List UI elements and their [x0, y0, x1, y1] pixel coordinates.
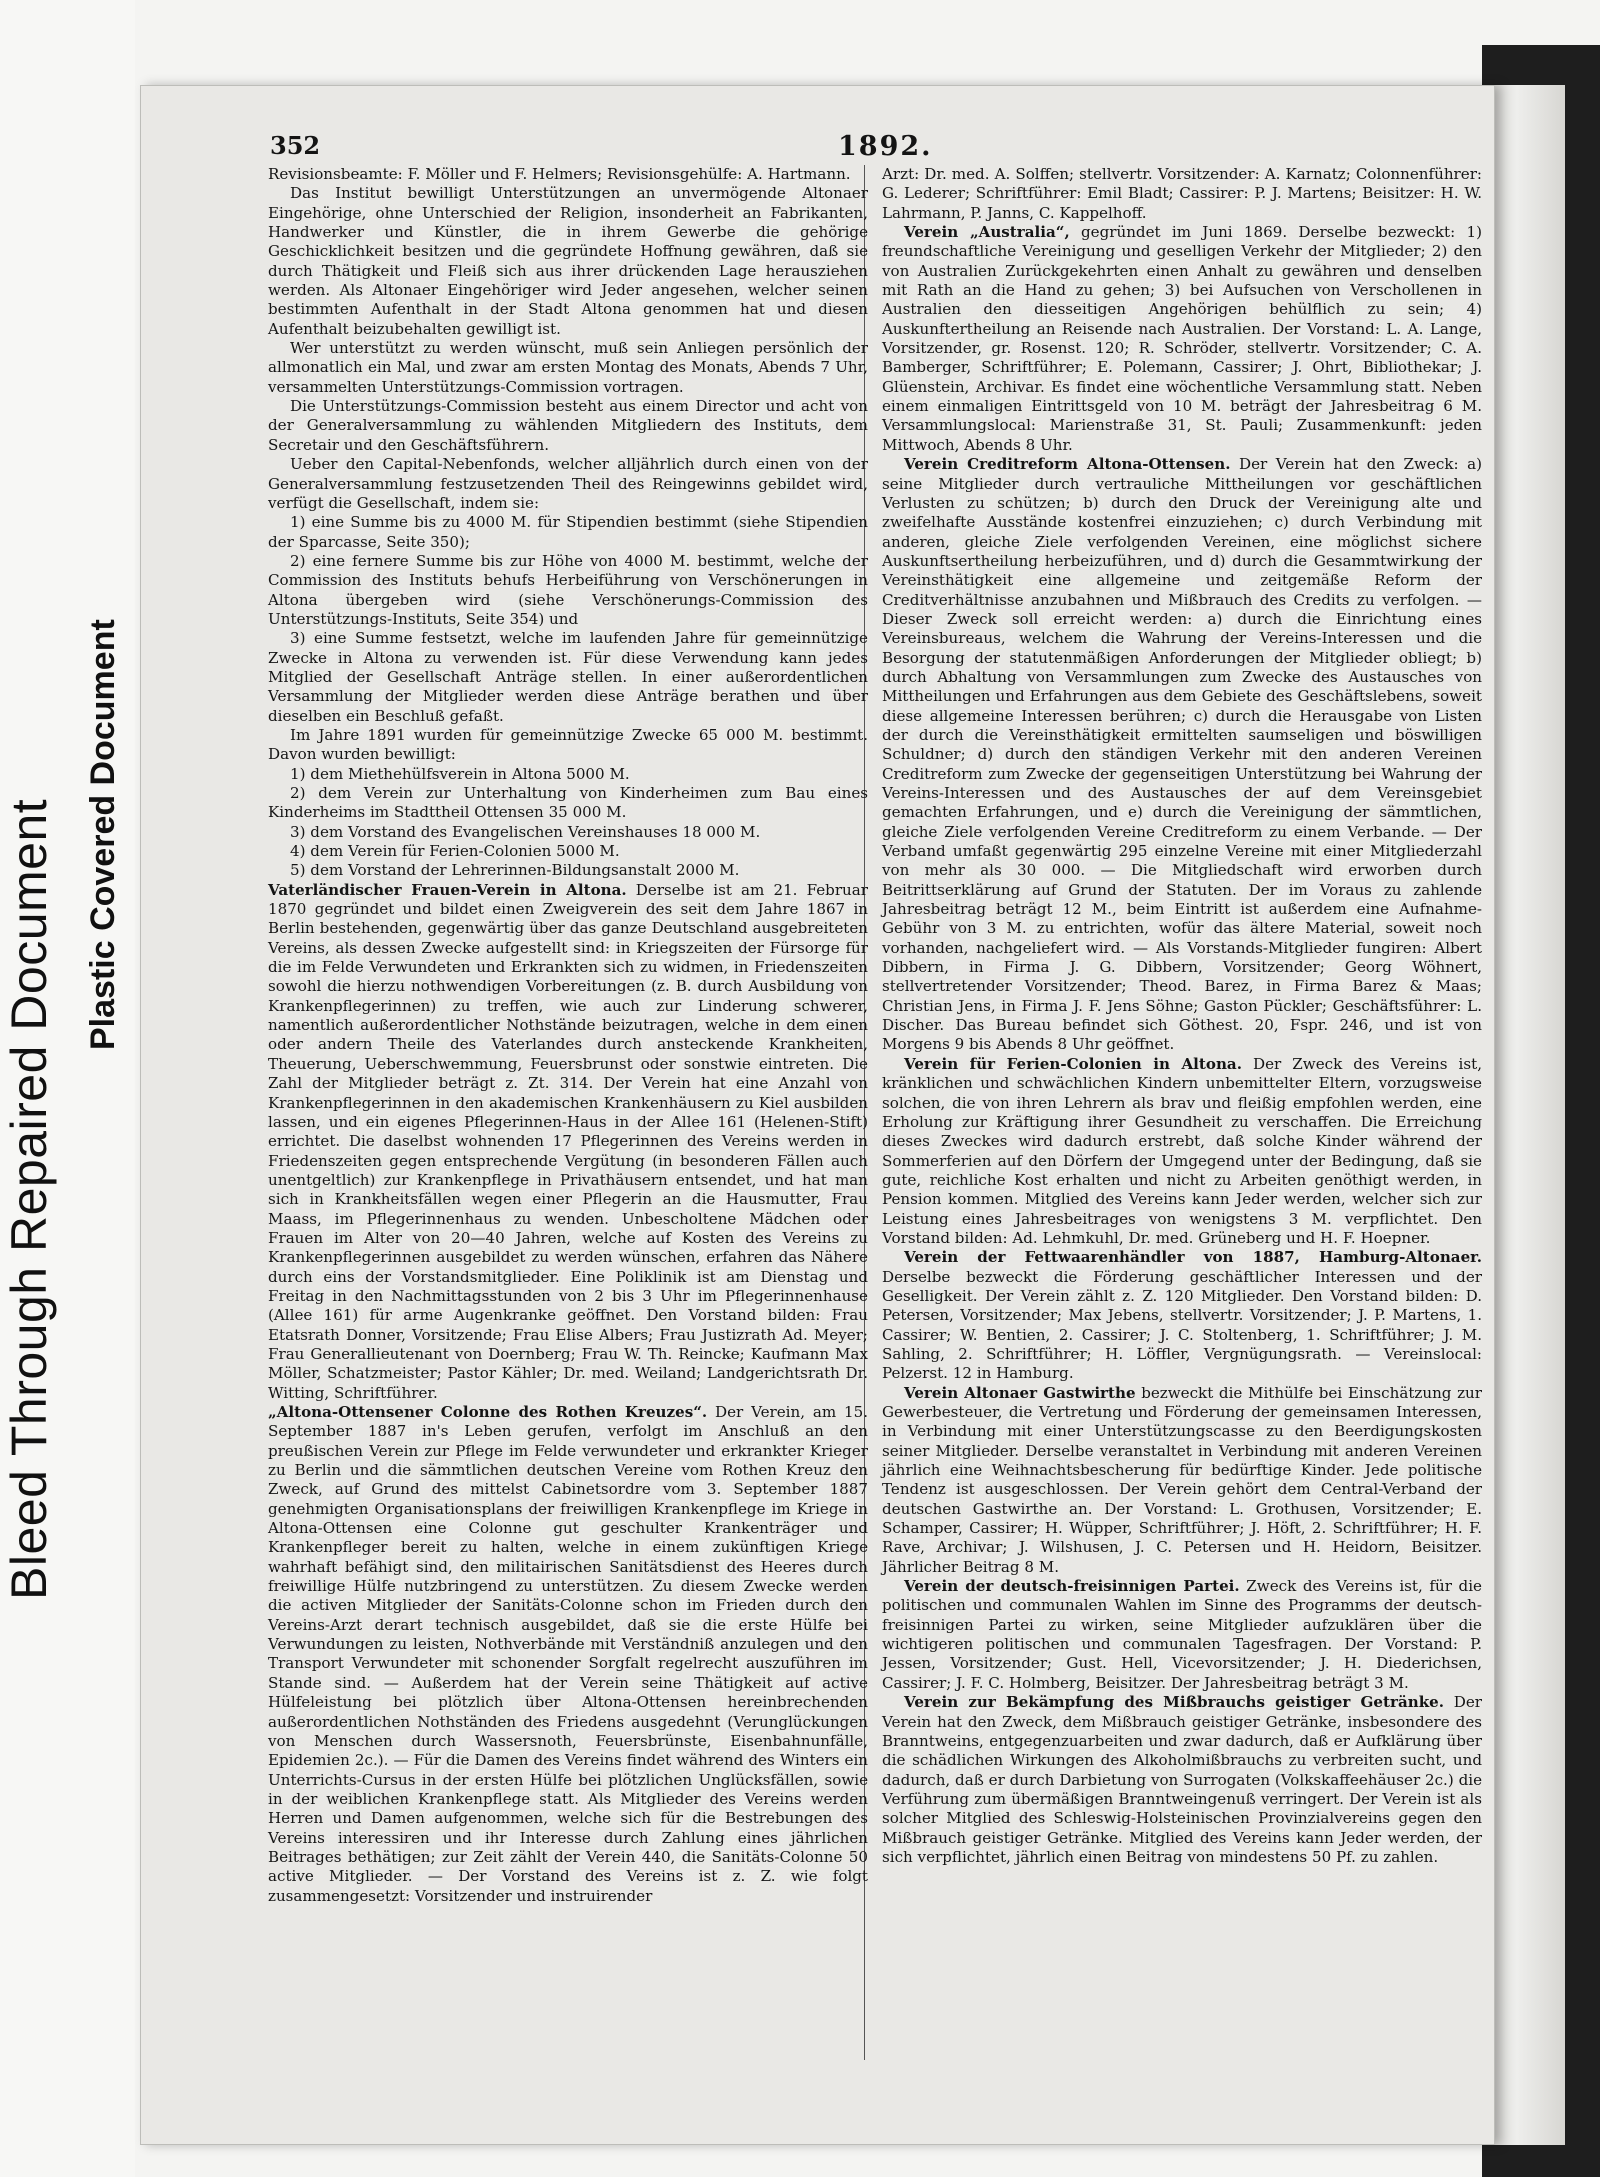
paragraph — [882, 165, 1482, 223]
entry-text: Derselbe bezweckt die Förderung geschäftlicher Interessen und der Geselligkeit. Der Verein zählt z. Z. 120 Mitglieder. Den Vorstand bilden: D. Petersen, Vorsitzender; Max Jebens, stellvertr. Vorsitzender; J. P. Martens, 1. Cassirer; W. Bentien, 2. Cassirer; J. C. Stoltenberg, 1. Schriftführer; J. M. Sahling, 2. Schriftführer; H. Löffler, Vergnügungsrath. — Vereinslocal: Pelzerst. 12 in Hamburg. — [882, 1267, 1482, 1383]
paragraph — [882, 1384, 1482, 1577]
paragraph — [268, 513, 868, 552]
paragraph — [268, 184, 868, 339]
entry-heading: Verein „Australia“, — [904, 223, 1070, 242]
entry-text: bezweckt die Mithülfe bei Einschätzung zur Gewerbesteuer, die Vertretung und Förderung der gemeinsamen Interessen, in Verbindung mit einer Unterstützungscasse zu den Beerdigungskosten seiner Mitglieder. Derselbe veranstaltet in Verbindung mit anderen Vereinen jährlich eine Weihnachtsbescherung für bedürftige Kinder. Jede politische Tendenz ist ausgeschlossen. Der Verein gehört dem Central-Verband der deutschen Gastwirthe an. Der Vorstand: L. Grothusen, Vorsitzender; E. Schamper, Cassirer; H. Wüpper, Schriftführer; J. Höft, 2. Schriftführer; H. F. Rave, Archivar; J. Wilshusen, J. C. Petersen und H. Heidorn, Beisitzer. Jährlicher Beitrag 8 M. — [882, 1383, 1482, 1576]
entry-text: Zweck des Vereins ist, für die politischen und communalen Wahlen im Sinne des Programms der deutsch-freisinnigen Partei zu wirken, seine Mitglieder aufzuklären über die wichtigeren politischen und communalen Tagesfragen. Der Vorstand: P. Jessen, Vorsitzender; Gust. Hell, Vicevorsitzender; J. H. Diederichsen, Cassirer; J. F. C. Holmberg, Beisitzer. Der Jahresbeitrag beträgt 3 M. — [882, 1577, 1482, 1692]
paragraph — [268, 552, 868, 629]
paragraph — [882, 455, 1482, 1055]
entry-text: Das Institut bewilligt Unterstützungen an unvermögende Altonaer Eingehörige, ohne Unterschied der Religion, insonderheit an Fabrikanten, Handwerker und Künstler, die in ihrem Gewerbe die gehörige Geschicklichkeit besitzen und die gegründete Hoffnung gewähren, daß sie durch Thätigkeit und Fleiß sich aus ihrer drückenden Lage herausziehen werden. Als Altonaer Eingehöriger wird Jeder angesehen, welcher seinen bestimmten Aufenthalt in der Stadt Altona genommen hat und diesen Aufenthalt beizubehalten gewilligt ist. — [268, 184, 868, 338]
entry-heading: Verein Altonaer Gastwirthe — [904, 1383, 1136, 1402]
paragraph — [882, 1248, 1482, 1383]
entry-heading: Verein der deutsch-freisinnigen Partei. — [904, 1577, 1240, 1596]
document-page — [140, 85, 1495, 2145]
paragraph — [882, 1577, 1482, 1693]
entry-text: 4) dem Verein für Ferien-Colonien 5000 M. — [290, 842, 620, 861]
right-column — [882, 165, 1482, 1867]
paragraph — [268, 784, 868, 823]
paragraph — [268, 397, 868, 455]
paragraph — [268, 842, 868, 861]
entry-text: Der Verein, am 15. September 1887 in's Leben gerufen, verfolgt im Anschluß an den preußischen Verein zur Pflege im Felde verwundeter und erkrankter Krieger zu Berlin und die sämmtlichen deutschen Vereine vom Rothen Kreuz den Zweck, auf Grund des mittelst Cabinetsordre vom 3. September 1887 genehmigten Organisationsplans der freiwilligen Krankenpflege im Kriege in Altona-Ottensen eine Colonne gut geschulter Krankenträger und Krankenpfleger bereit zu halten, welche in einem zukünftigen Kriege wahrhaft befähigt sind, den militairischen Sanitätsdienst des Heeres durch freiwillige Hülfe nutzbringend zu unterstützen. Zu diesem Zwecke werden die activen Mitglieder der Sanitäts-Colonne schon im Frieden durch den Vereins-Arzt derart technisch ausgebildet, daß sie die erste Hülfe bei Verwundungen zu leisten, Nothverbände mit Verständniß anzulegen und den Transport Verwundeter mit schonender Sorgfalt regelrecht auszuführen im Stande sind. — Außerdem hat der Verein seine Thätigkeit auf active Hülfeleistung bei plötzlich über Altona-Ottensen hereinbrechenden außerordentlichen Nothständen des Friedens ausgedehnt (Verunglückungen von Menschen durch Wassersnoth, Feuersbrünste, Eisenbahnunfälle, Epidemien 2c.). — Für die Damen des Vereins findet während des Winters ein Unterrichts-Cursus in der ersten Hülfe bei plötzlichen Unglücksfällen, sowie in der weiblichen Krankenpflege statt. Als Mitglieder des Vereins werden Herren und Damen aufgenommen, welche sich für die Bestrebungen des Vereins interessiren und ihr Interesse durch Zahlung eines jährlichen Beitrages bethätigen; zur Zeit zählt der Verein 440, die Sanitäts-Colonne 50 active Mitglieder. — Der Vorstand des Vereins ist z. Z. wie folgt zusammengesetzt: Vorsitzender und instruirender — [268, 1403, 868, 1905]
entry-heading: Vaterländischer Frauen-Verein in Altona. — [268, 880, 627, 899]
scan-label-strip — [0, 0, 135, 2177]
entry-text: Ueber den Capital-Nebenfonds, welcher alljährlich durch einen von der Generalversammlung festzusetzenden Theil des Reingewinns gebildet wird, verfügt die Gesellschaft, indem sie: — [268, 455, 868, 512]
entry-text: Der Verein hat den Zweck, dem Mißbrauch geistiger Getränke, insbesondere des Branntweins, entgegenzuarbeiten und zwar dadurch, daß er Aufklärung über die schädlichen Wirkungen des Alkoholmißbrauchs zu verbreiten sucht, und dadurch, daß er durch Darbietung von Surrogaten (Volkskaffeehäuser 2c.) die Verführung zum übermäßigen Branntweingenuß verringert. Der Verein ist als solcher Mitglied des Schleswig-Holsteinischen Provinzialvereins gegen den Mißbrauch geistiger Getränke. Mitglied des Vereins kann Jeder werden, der sich verpflichtet, jährlich einen Beitrag von mindestens 50 Pf. zu zahlen. — [882, 1693, 1482, 1866]
entry-text: 1) dem Miethehülfsverein in Altona 5000 M. — [290, 764, 630, 783]
entry-heading: Verein der Fettwaarenhändler von 1887, Hamburg-Altonaer. — [904, 1248, 1482, 1267]
paragraph — [882, 1055, 1482, 1248]
entry-text: Die Unterstützungs-Commission besteht aus einem Director und acht von der Generalversammlung zu wählenden Mitgliedern des Instituts, dem Secretair und den Geschäftsführern. — [268, 397, 868, 454]
paragraph — [268, 861, 868, 880]
plastic-covered-label: Plastic Covered Document — [84, 619, 122, 1050]
paragraph — [268, 629, 868, 726]
entry-text: 1) eine Summe bis zu 4000 M. für Stipendien bestimmt (siehe Stipendien der Sparcasse, Seite 350); — [268, 513, 868, 551]
entry-heading: Verein zur Bekämpfung des Mißbrauchs geistiger Getränke. — [904, 1693, 1445, 1712]
repaired-document-label: Bleed Through Repaired Document — [1, 798, 57, 1600]
paragraph — [882, 223, 1482, 455]
entry-text: 2) eine fernere Summe bis zur Höhe von 4000 M. bestimmt, welche der Commission des Instituts behufs Herbeiführung von Verschönerungen in Altona übergeben wird (siehe Verschönerungs-Commission des Unterstützungs-Instituts, Seite 354) und — [268, 551, 868, 628]
entry-text: Der Zweck des Vereins ist, kränklichen und schwächlichen Kindern unbemittelter Eltern, vorzugsweise solchen, die von ihren Lehrern als brav und fleißig empfohlen werden, eine Erholung zur Kräftigung ihrer Gesundheit zu verschaffen. Die Erreichung dieses Zweckes wird dadurch erstrebt, daß solche Kinder während der Sommerferien auf den Dörfern der Umgegend unter der Bedingung, daß sie gute, reichliche Kost erhalten und nicht zu Arbeiten genöthigt werden, in Pension kommen. Mitglied des Vereins kann Jeder werden, welcher sich zur Leistung eines Jahresbeitrages von wenigstens 3 M. verpflichtet. Den Vorstand bilden: Ad. Lehmkuhl, Dr. med. Grüneberg und H. F. Hoepner. — [882, 1054, 1482, 1247]
entry-text: 5) dem Vorstand der Lehrerinnen-Bildungsanstalt 2000 M. — [290, 861, 740, 880]
paragraph — [268, 165, 868, 184]
page-number: 352 — [270, 131, 321, 160]
page-year: 1892. — [838, 131, 933, 162]
entry-text: Derselbe ist am 21. Februar 1870 gegründet und bildet einen Zweigverein des seit dem Jahre 1867 in Berlin bestehenden, gegenwärtig über das ganze Deutschland ausgebreiteten Vereins, als dessen Zwecke aufgestellt sind: in Kriegszeiten der Fürsorge für die im Felde Verwundeten und Erkrankten sich zu widmen, in Friedenszeiten sowohl die hierzu nothwendigen Vorbereitungen (z. B. durch Ausbildung von Krankenpflegerinnen) zu treffen, wie auch zur Linderung schwerer, namentlich außerordentlicher Nothstände beizutragen, welche in dem einen oder andern Theile des Vaterlandes durch ansteckende Krankheiten, Theuerung, Ueberschwemmung, Feuersbrunst oder sonstwie eintreten. Die Zahl der Mitglieder beträgt z. Zt. 314. Der Verein hat eine Anzahl von Krankenpflegerinnen in den akademischen Krankenhäusern zu Kiel ausbilden lassen, und ein eigenes Pflegerinnen-Haus in der Allee 161 (Helenen-Stift) errichtet. Die daselbst wohnenden 17 Pflegerinnen des Vereins werden in Friedenszeiten gegen entsprechende Vergütung (in besonderen Fällen auch unentgeltlich) zur Krankenpflege in Privathäusern entsendet, und hat man sich in Krankheitsfällen wegen einer Pflegerin an die Hausmutter, Frau Maass, im Pflegerinnenhaus zu wenden. Unbescholtene Mädchen oder Frauen im Alter von 20—40 Jahren, welche auf Kosten des Vereins zu Krankenpflegerinnen ausgebildet zu werden wünschen, erfahren das Nähere durch eins der Vorstandsmitglieder. Eine Poliklinik ist am Dienstag und Freitag in den Nachmittagsstunden von 2 bis 3 Uhr im Pflegerinnenhause (Allee 161) für arme Augenkranke geöffnet. Den Vorstand bilden: Frau Etatsrath Donner, Vorsitzende; Frau Elise Albers; Frau Justizrath Ad. Meyer; Frau Generallieutenant von Doernberg; Frau W. Th. Reincke; Kaufmann Max Möller, Schatzmeister; Pastor Kähler; Dr. med. Weiland; Landgerichtsrath Dr. Witting, Schriftführer. — [268, 880, 868, 1402]
entry-text: Revisionsbeamte: F. Möller und F. Helmers; Revisionsgehülfe: A. Hartmann. — [268, 165, 851, 183]
entry-text: Arzt: Dr. med. A. Solffen; stellvertr. Vorsitzender: A. Karnatz; Colonnenführer: G. Lederer; Schriftführer: Emil Bladt; Cassirer: P. J. Martens; Beisitzer: H. W. Lahrmann, P. Janns, C. Kappelhoff. — [882, 165, 1482, 222]
entry-text: Der Verein hat den Zweck: a) seine Mitglieder durch vertrauliche Mittheilungen vor geschäftlichen Verlusten zu schützen; b) durch den Druck der Vereinigung alte und zweifelhafte Ausstände kostenfrei einzuziehen; c) durch Verbindung mit anderen, gleiche Ziele verfolgenden Vereinen, eine möglichst sichere Auskunftsertheilung herbeizuführen, und d) durch die Gesammtwirkung der Vereinsthätigkeit eine allgemeine und zeitgemäße Reform der Creditverhältnisse anzubahnen und Mißbrauch des Credits zu verfolgen. — Dieser Zweck soll erreicht werden: a) durch die Einrichtung eines Vereinsbureaus, welchem die Wahrung der Vereins-Interessen und die Besorgung der statutenmäßigen Anforderungen der Mitglieder obliegt; b) durch Abhaltung von Versammlungen zum Zwecke des Austausches von Mittheilungen und Erfahrungen aus dem Gebiete des Geschäftslebens, soweit diese allgemeine Interessen berühren; c) durch die Herausgabe von Listen der durch die Vereinsthätigkeit ermittelten saumseligen und böswilligen Schuldner; d) durch den ständigen Verkehr mit den anderen Vereinen Creditreform zum Zwecke der gegenseitigen Unterstützung bei Wahrung der Vereins-Interessen und des Austausches der auf dem Vereinsgebiet gemachten Erfahrungen, und e) durch die Vereinigung der sämmtlichen, gleiche Ziele verfolgenden Vereine Creditreform zu einem Verbande. — Der Verband umfaßt gegenwärtig 295 einzelne Vereine mit einer Mitgliederzahl von mehr als 30 000. — Die Mitgliedschaft wird erworben durch Beitrittserklärung auf Grund der Statuten. Der im Voraus zu zahlende Jahresbeitrag beträgt 12 M., beim Eintritt ist außerdem eine Aufnahme-Gebühr von 3 M. zu entrichten, wofür das ältere Material, soweit noch vorhanden, nachgeliefert wird. — Als Vorstands-Mitglieder fungiren: Albert Dibbern, in Firma J. G. Dibbern, Vorsitzender; Georg Wöhnert, stellvertretender Vorsitzender; Theod. Barez, in Firma Barez & Maas; Christian Jens, in Firma J. F. Jens Söhne; Gaston Pückler; Geschäftsführer: L. Discher. Das Bureau befindet sich Göthest. 20, Fspr. 246, und ist von Morgens 9 bis Abends 8 Uhr geöffnet. — [882, 455, 1482, 1054]
paragraph — [268, 765, 868, 784]
paragraph — [268, 339, 868, 397]
entry-text: Wer unterstützt zu werden wünscht, muß sein Anliegen persönlich der allmonatlich ein Mal, und zwar am ersten Montag des Monats, Abends 7 Uhr, versammelten Unterstützungs-Commission vortragen. — [268, 339, 868, 396]
entry-text: 3) eine Summe festsetzt, welche im laufenden Jahre für gemeinnützige Zwecke in Altona zu verwenden ist. Für diese Verwendung kann jedes Mitglied der Gesellschaft Anträge stellen. In einer außerordentlichen Versammlung der Mitglieder werden diese Anträge berathen und über dieselben ein Beschluß gefaßt. — [268, 629, 868, 725]
entry-text: gegründet im Juni 1869. Derselbe bezweckt: 1) freundschaftliche Vereinigung und geselligen Verkehr der Mitglieder; 2) den von Australien Zurückgekehrten einen Anhalt zu gewähren und denselben mit Rath an die Hand zu gehen; 3) bei Aufsuchen von Verschollenen in Australien den diesseitigen Angehörigen behülflich zu sein; 4) Auskunftertheilung an Reisende nach Australien. Der Vorstand: L. A. Lange, Vorsitzender, gr. Rosenst. 120; R. Schröder, stellvertr. Vorsitzender; C. A. Bamberger, Schriftführer; E. Polemann, Cassirer; J. Ohrt, Bibliothekar; J. Glüenstein, Archivar. Es findet eine wöchentliche Versammlung statt. Neben einem einmaligen Eintrittsgeld von 10 M. beträgt der Jahresbeitrag 6 M. Versammlungslocal: Marienstraße 31, St. Pauli; Zusammenkunft: jeden Mittwoch, Abends 8 Uhr. — [882, 223, 1482, 454]
page-binding-margin — [1485, 85, 1565, 2145]
paragraph — [268, 1403, 868, 1906]
entry-heading: „Altona-Ottensener Colonne des Rothen Kreuzes“. — [268, 1403, 708, 1421]
entry-text: Im Jahre 1891 wurden für gemeinnützige Zwecke 65 000 M. bestimmt. Davon wurden bewilligt: — [268, 725, 868, 764]
paragraph — [268, 726, 868, 765]
paragraph — [882, 1693, 1482, 1867]
paragraph — [268, 823, 868, 842]
entry-text: 2) dem Verein zur Unterhaltung von Kinderheimen zum Bau eines Kinderheims im Stadttheil Ottensen 35 000 M. — [268, 784, 868, 822]
paragraph — [268, 881, 868, 1403]
entry-heading: Verein Creditreform Altona-Ottensen. — [904, 455, 1231, 474]
paragraph — [268, 455, 868, 513]
left-column — [268, 165, 868, 1906]
entry-text: 3) dem Vorstand des Evangelischen Vereinshauses 18 000 M. — [290, 822, 761, 841]
entry-heading: Verein für Ferien-Colonien in Altona. — [904, 1054, 1242, 1073]
